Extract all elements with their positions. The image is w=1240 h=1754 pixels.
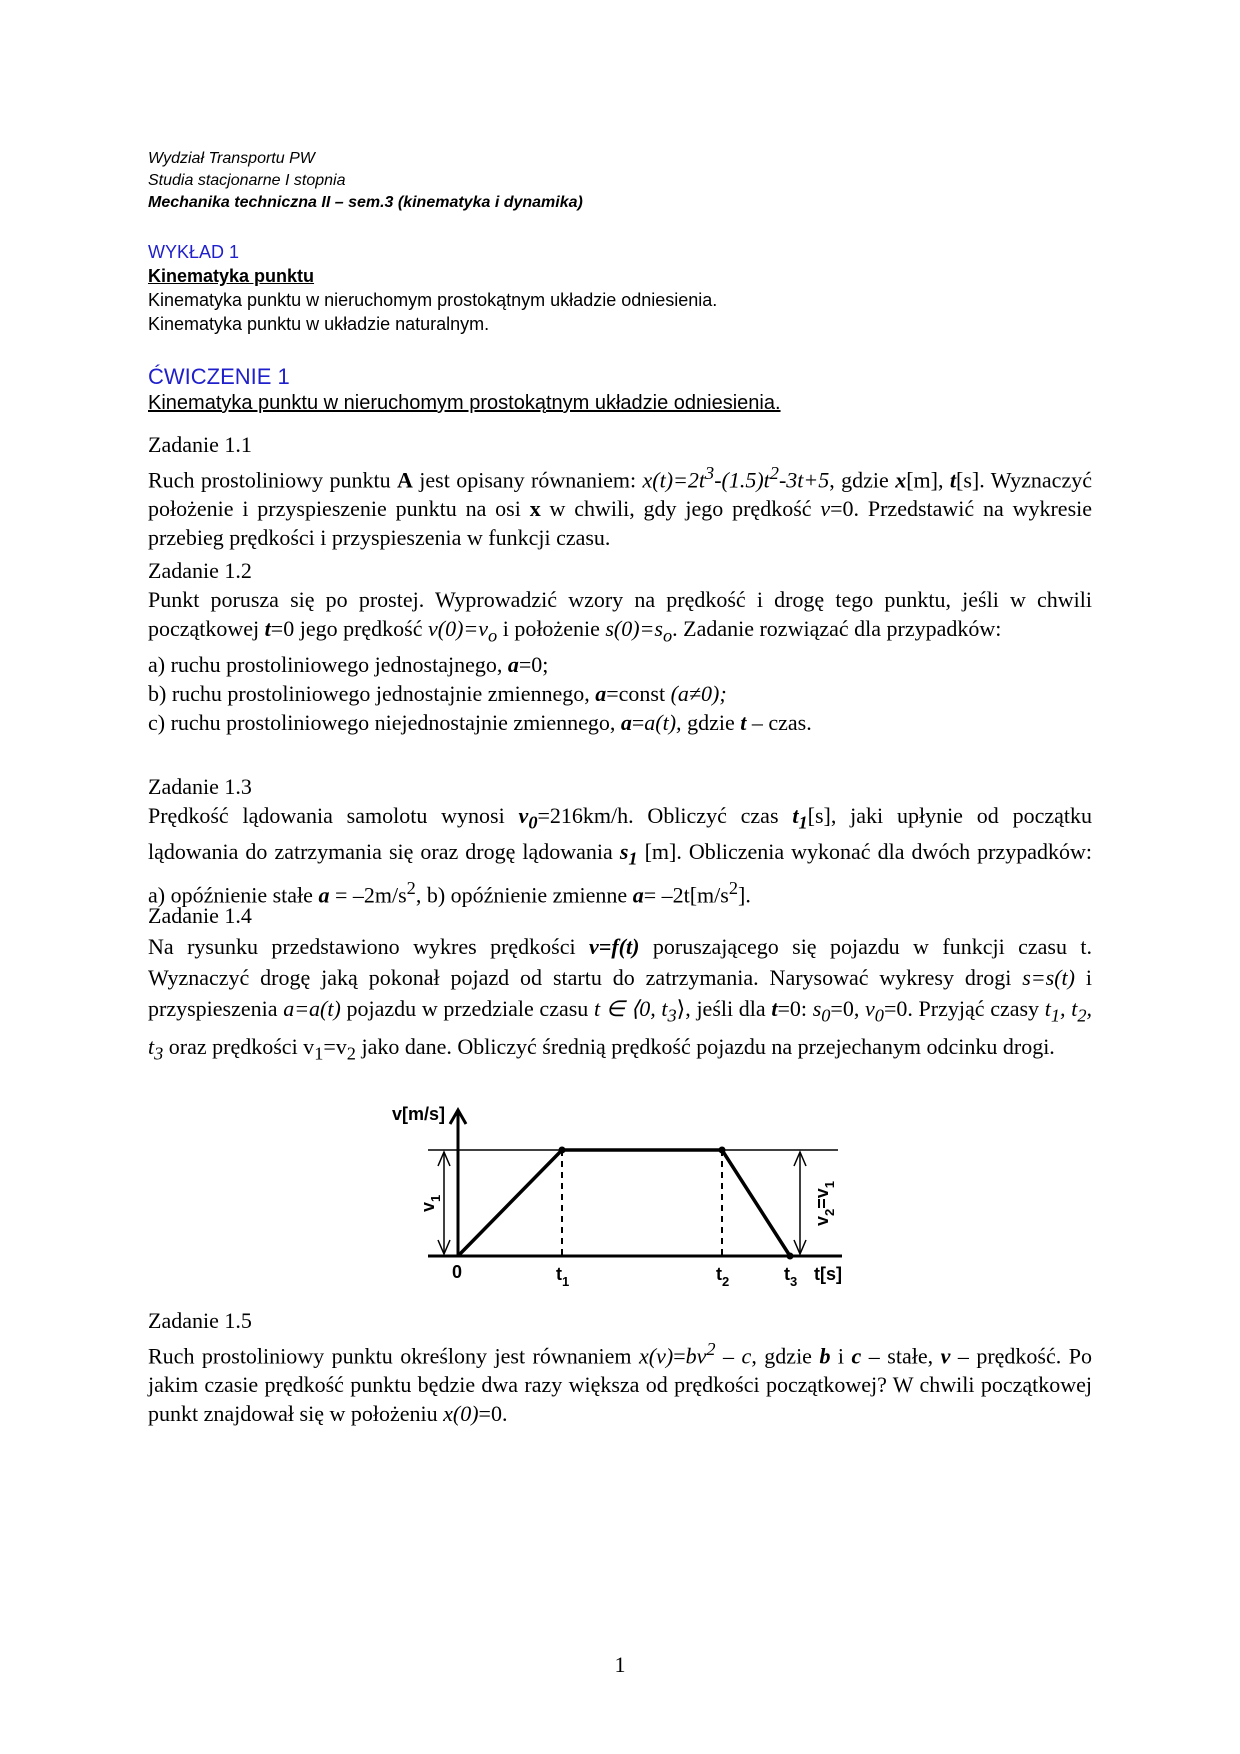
- velocity-profile: [458, 1150, 790, 1256]
- task-heading: Zadanie 1.5: [148, 1308, 252, 1333]
- v2-label: $v_2=v_1$: [812, 1180, 837, 1226]
- case-a: a) ruchu prostoliniowego jednostajnego, a=0;: [148, 652, 549, 678]
- faculty-line: Wydział Transportu PW: [148, 150, 315, 167]
- task-text: Ruch prostoliniowy punktu określony jest równaniem $x(v)=bv^2 - c$, gdzie b i c – stałe, v – prędkość. Po jakim czasie prędkość punktu będzie dwa razy większa od prędkości początkowej? W chwili początkowej punkt znajdował się w położeniu x(0)=0.: [148, 1339, 1092, 1427]
- exercise-subtitle: Kinematyka punktu w nieruchomym prostokątnym układzie odniesienia.: [148, 392, 781, 414]
- lecture-item: Kinematyka punktu w nieruchomym prostokątnym układzie odniesienia.: [148, 290, 718, 310]
- lecture-item: Kinematyka punktu w układzie naturalnym.: [148, 314, 490, 334]
- origin-label: 0: [452, 1262, 463, 1282]
- case-b: b) ruchu prostoliniowego jednostajnie zmiennego, a=const (a≠0);: [148, 681, 727, 707]
- task-heading: Zadanie 1.1: [148, 432, 252, 457]
- lecture-title: WYKŁAD 1: [148, 242, 240, 262]
- t3-label: $t_3$: [784, 1264, 798, 1289]
- task-heading: Zadanie 1.3: [148, 774, 252, 799]
- t1-label: $t_1$: [556, 1264, 570, 1289]
- task-text: Na rysunku przedstawiono wykres prędkości v=f(t) poruszającego się pojazdu w funkcji czasu t. Wyznaczyć drogę jaką pokonał pojazd od startu do zatrzymania. Narysować wykresy drogi s=s(t) i przyspieszenia a=a(t) pojazdu w przedziale czasu t ∈ ⟨0, $t_3⟩$, jeśli dla t=0: $s_0=0$, $v_0=0$. Przyjąć czasy $t_1$, $t_2$, $t_3$ oraz prędkości $v_1=v_2$ jako dane. Obliczyć średnią prędkość pojazdu na przejechanym odcinku drogi.: [148, 934, 1093, 1064]
- lecture-topic: Kinematyka punktu: [148, 266, 315, 286]
- page-number: 1: [614, 1652, 626, 1677]
- task-text: Ruch prostoliniowy punktu A jest opisany równaniem: $x(t)=2t^3-(1.5)t^2-3t+5$, gdzie x[m], t[s]. Wyznaczyć położenie i przyspieszenie punktu na osi x w chwili, gdy jego prędkość v=0. Przedstawić na wykresie przebieg prędkości i przyspieszenia w funkcji czasu.: [148, 463, 1093, 551]
- task-text: Punkt porusza się po prostej. Wyprowadzić wzory na prędkość i drogę tego punktu, jeśli w chwili początkowej t=0 jego prędkość $v(0)=v_o$ i położenie $s(0)=s_o$. Zadanie rozwiązać dla przypadków:: [148, 587, 1092, 646]
- course-line: Mechanika techniczna II – sem.3 (kinematyka i dynamika): [148, 194, 583, 211]
- y-axis-label: v[m/s]: [392, 1104, 446, 1124]
- task-text: Prędkość lądowania samolotu wynosi $v_0=216km/h$. Obliczyć czas $t_1[s]$, jaki upłynie od początku lądowania do zatrzymania się oraz drogę lądowania $s_1$ [m]. Obliczenia wykonać dla dwóch przypadków: a) opóźnienie stałe $a = -2m/s^2$, b) opóźnienie zmienne $a= -2t[m/s^2]$.: [148, 803, 1092, 908]
- task-1-5: [148, 1306, 1092, 1428]
- task-heading: Zadanie 1.4: [148, 903, 252, 928]
- t2-label: $t_2$: [716, 1264, 730, 1289]
- study-line: Studia stacjonarne I stopnia: [148, 172, 346, 189]
- task-heading: Zadanie 1.2: [148, 558, 252, 583]
- case-c: c) ruchu prostoliniowego niejednostajnie zmiennego, a=a(t), gdzie t – czas.: [148, 710, 812, 736]
- exercise-title: ĆWICZENIE 1: [148, 364, 290, 389]
- point-t3: [787, 1253, 794, 1260]
- x-axis-label: t[s]: [814, 1264, 842, 1284]
- v1-label: $v_1$: [418, 1194, 443, 1212]
